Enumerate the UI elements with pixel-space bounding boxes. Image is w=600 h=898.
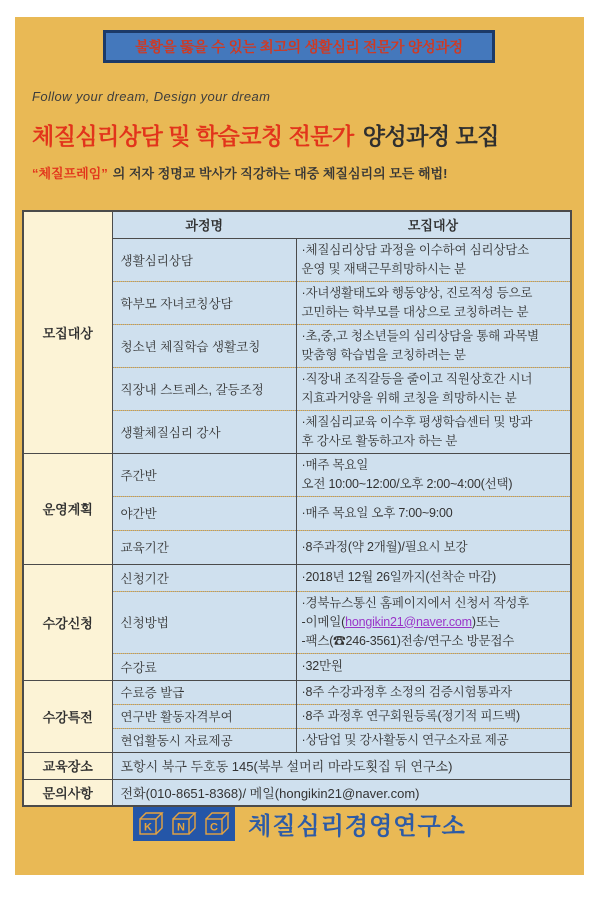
desc-line: 맞춤형 학습법을 코칭하려는 분 <box>301 347 466 362</box>
course-name: 수료증 발급 <box>112 680 296 704</box>
desc-line: ·매주 목요일 오후 7:00~9:00 <box>301 505 453 520</box>
desc-line: ·8주 과정후 연구회원등록(정기적 피드백) <box>301 708 520 723</box>
course-desc <box>296 530 571 564</box>
desc-line: 지효과거양을 위해 코칭을 희망하시는 분 <box>301 390 517 405</box>
tagline: Follow your dream, Design your dream <box>32 89 271 104</box>
course-desc <box>296 496 571 530</box>
section-label-apply: 수강신청 <box>23 564 112 680</box>
desc-line: ·상담업 및 강사활동시 연구소자료 제공 <box>301 732 509 747</box>
desc-line: ·자녀생활태도와 행동양상, 진로적성 등으로 <box>301 285 533 300</box>
course-name: 현업활동시 자료제공 <box>112 728 296 752</box>
desc-line: ·8주과정(약 2개월)/필요시 보강 <box>301 539 468 554</box>
course-desc <box>296 453 571 496</box>
banner-text: 불황을 뚫을 수 있는 최고의 생활심리 전문가 양성과정 <box>135 40 463 56</box>
title-rest: 양성과정 모집 <box>362 123 499 149</box>
desc-line-email <box>302 613 569 632</box>
col-header-course: 과정명 <box>112 211 296 238</box>
svg-text:N: N <box>177 821 186 833</box>
contact-value: 전화(010-8651-8368)/ 메일(hongikin21@naver.com) <box>112 779 571 806</box>
subtitle-highlight: “체질프레임” <box>32 166 108 181</box>
table-row <box>23 453 571 496</box>
desc-line: ·체질심리상담 과정을 이수하여 심리상담소 <box>301 242 530 257</box>
apply-method-cell <box>296 591 571 653</box>
title-highlight: 체질심리상담 및 학습코칭 전문가 <box>32 123 354 149</box>
course-desc <box>296 281 571 324</box>
desc-line: ·경북뉴스통신 홈페이지에서 신청서 작성후 <box>301 595 530 610</box>
email-prefix: -이메일( <box>301 614 346 629</box>
course-name: 교육기간 <box>112 530 296 564</box>
course-desc <box>296 564 571 591</box>
place-value: 포항시 북구 두호동 145(북부 설머리 마라도횟집 뒤 연구소) <box>112 752 571 779</box>
page-title <box>32 118 499 151</box>
subtitle-rest: 의 저자 정명교 박사가 직강하는 대중 체질심리의 모든 해법! <box>112 166 448 181</box>
course-name: 신청기간 <box>112 564 296 591</box>
section-label-benefit: 수강특전 <box>23 680 112 752</box>
organization-name: 체질심리경영연구소 <box>248 813 466 840</box>
program-table <box>22 210 572 807</box>
table-header-row <box>23 211 571 238</box>
subtitle <box>32 163 447 182</box>
course-desc <box>296 704 571 728</box>
course-desc <box>296 410 571 453</box>
table-row <box>23 564 571 591</box>
footer <box>15 806 584 841</box>
desc-line: ·8주 수강과정후 소정의 검증시험통과자 <box>301 684 513 699</box>
course-desc <box>296 367 571 410</box>
course-name: 신청방법 <box>112 591 296 653</box>
desc-line: ·직장내 조직갈등을 줄이고 직원상호간 시너 <box>301 371 533 386</box>
course-name: 야간반 <box>112 496 296 530</box>
desc-line: 후 강사로 활동하고자 하는 분 <box>301 433 458 448</box>
table-row <box>23 752 571 779</box>
course-name: 주간반 <box>112 453 296 496</box>
section-label-plan: 운영계획 <box>23 453 112 564</box>
desc-line: ·체질심리교육 이수후 평생학습센터 및 방과 <box>301 414 533 429</box>
cube-c-icon <box>202 809 232 839</box>
course-desc <box>296 324 571 367</box>
course-name: 생활체질심리 강사 <box>112 410 296 453</box>
course-name: 수강료 <box>112 653 296 680</box>
poster-page <box>15 17 584 875</box>
section-label-recruit: 모집대상 <box>23 211 112 453</box>
top-banner <box>103 30 495 63</box>
email-suffix: )또는 <box>471 614 500 629</box>
desc-line: 운영 및 재택근무희망하시는 분 <box>301 261 466 276</box>
section-label-contact: 문의사항 <box>23 779 112 806</box>
cube-k-icon <box>136 809 166 839</box>
desc-line: 고민하는 학부모를 대상으로 코칭하려는 분 <box>301 304 529 319</box>
course-desc <box>296 653 571 680</box>
email-link[interactable]: hongikin21@naver.com <box>345 614 472 629</box>
course-name: 학부모 자녀코칭상담 <box>112 281 296 324</box>
desc-line-fax: -팩스(☎246-3561)전송/연구소 방문접수 <box>301 633 515 648</box>
course-desc <box>296 728 571 752</box>
cube-n-icon <box>169 809 199 839</box>
knc-logo <box>133 807 235 841</box>
table-row <box>23 680 571 704</box>
svg-text:C: C <box>210 821 219 833</box>
course-name: 직장내 스트레스, 갈등조정 <box>112 367 296 410</box>
desc-line: ·초,중,고 청소년들의 심리상담을 통해 과목별 <box>301 328 539 343</box>
table-row <box>23 779 571 806</box>
desc-line: 오전 10:00~12:00/오후 2:00~4:00(선택) <box>301 476 513 491</box>
col-header-target: 모집대상 <box>296 211 571 238</box>
course-name: 연구반 활동자격부여 <box>112 704 296 728</box>
desc-line: ·32만원 <box>301 659 343 673</box>
desc-line: ·매주 목요일 <box>301 457 369 472</box>
section-label-place: 교육장소 <box>23 752 112 779</box>
svg-text:K: K <box>144 821 153 833</box>
course-desc <box>296 238 571 281</box>
course-desc <box>296 680 571 704</box>
desc-line: ·2018년 12월 26일까지(선착순 마감) <box>301 570 496 584</box>
course-name: 생활심리상담 <box>112 238 296 281</box>
course-name: 청소년 체질학습 생활코칭 <box>112 324 296 367</box>
